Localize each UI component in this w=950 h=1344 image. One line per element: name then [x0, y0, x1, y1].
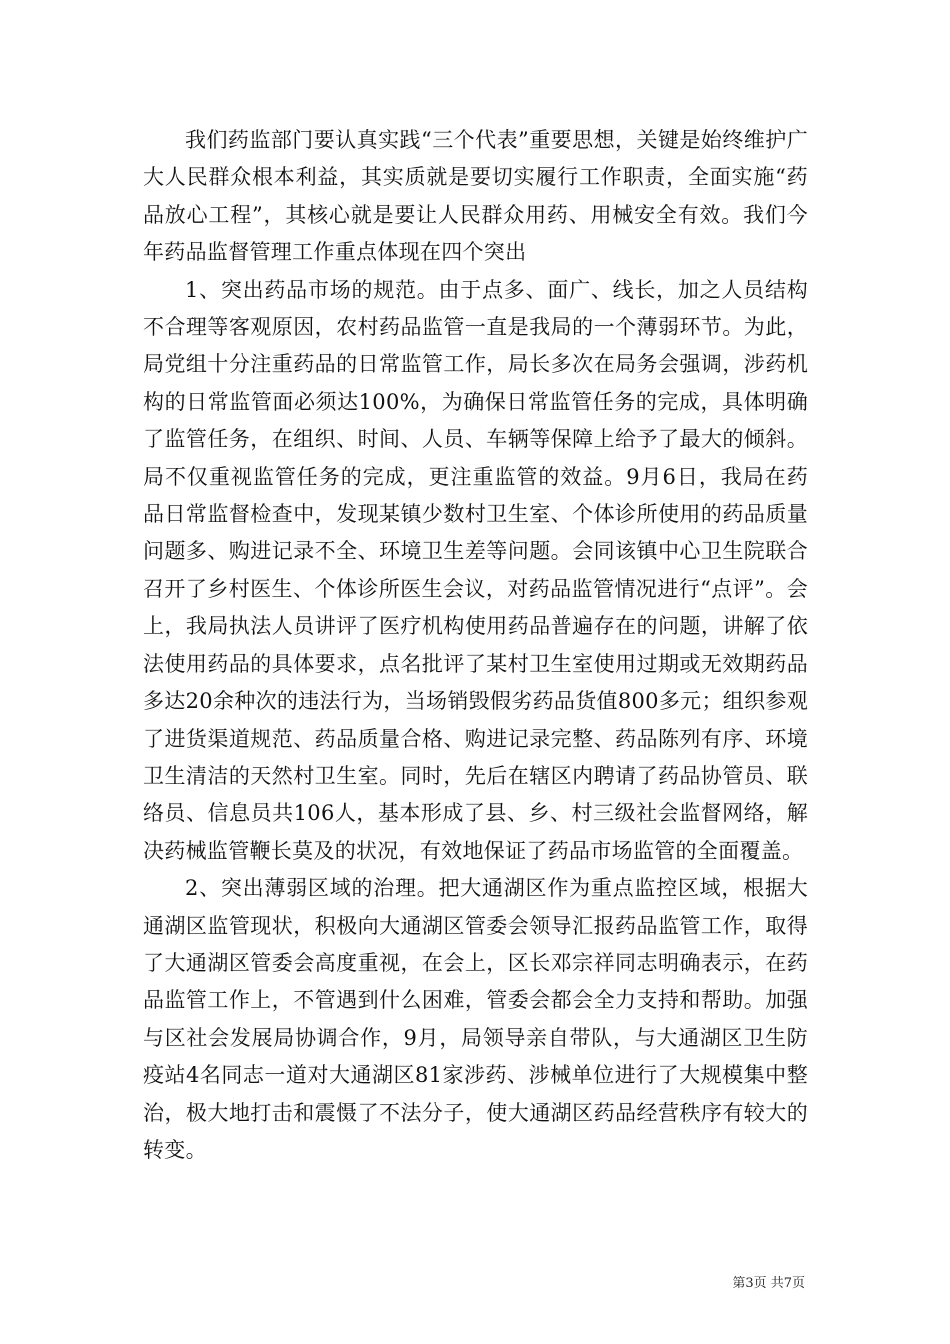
paragraph-intro: 我们药监部门要认真实践“三个代表”重要思想，关键是始终维护广大人民群众根本利益，其实质就是要切实履行工作职责，全面实施“药品放心工程”，其核心就是要让人民群众用药、用械安全有效。我们今年药品监督管理工作重点体现在四个突出	[143, 128, 808, 265]
page-number: 第3页 共7页	[732, 1276, 805, 1291]
document-body	[143, 122, 808, 1169]
paragraph-market-regulation: 1、突出药品市场的规范。由于点多、面广、线长，加之人员结构不合理等客观原因，农村药品监管一直是我局的一个薄弱环节。为此，局党组十分注重药品的日常监管工作，局长多次在局务会强调，涉药机构的日常监管面必须达100%，为确保日常监管任务的完成，具体明确了监管任务，在组织、时间、人员、车辆等保障上给予了最大的倾斜。局不仅重视监管任务的完成，更注重监管的效益。9月6日，我局在药品日常监督检查中，发现某镇少数村卫生室、个体诊所使用的药品质量问题多、购进记录不全、环境卫生差等问题。会同该镇中心卫生院联合召开了乡村医生、个体诊所医生会议，对药品监管情况进行“点评”。会上，我局执法人员讲评了医疗机构使用药品普遍存在的问题，讲解了依法使用药品的具体要求，点名批评了某村卫生室使用过期或无效期药品多达20余种次的违法行为，当场销毁假劣药品货值800多元；组织参观了进货渠道规范、药品质量合格、购进记录完整、药品陈列有序、环境卫生清洁的天然村卫生室。同时，先后在辖区内聘请了药品协管员、联络员、信息员共106人，基本形成了县、乡、村三级社会监督网络，解决药械监管鞭长莫及的状况，有效地保证了药品市场监管的全面覆盖。	[143, 277, 808, 863]
paragraph-weak-area-governance: 2、突出薄弱区域的治理。把大通湖区作为重点监控区域，根据大通湖区监管现状，积极向大通湖区管委会领导汇报药品监管工作，取得了大通湖区管委会高度重视，在会上，区长邓宗祥同志明确表示，在药品监管工作上，不管遇到什么困难，管委会都会全力支持和帮助。加强与区社会发展局协调合作，9月，局领导亲自带队，与大通湖区卫生防疫站4名同志一道对大通湖区81家涉药、涉械单位进行了大规模集中整治，极大地打击和震慑了不法分子，使大通湖区药品经营秩序有较大的转变。	[143, 876, 808, 1162]
